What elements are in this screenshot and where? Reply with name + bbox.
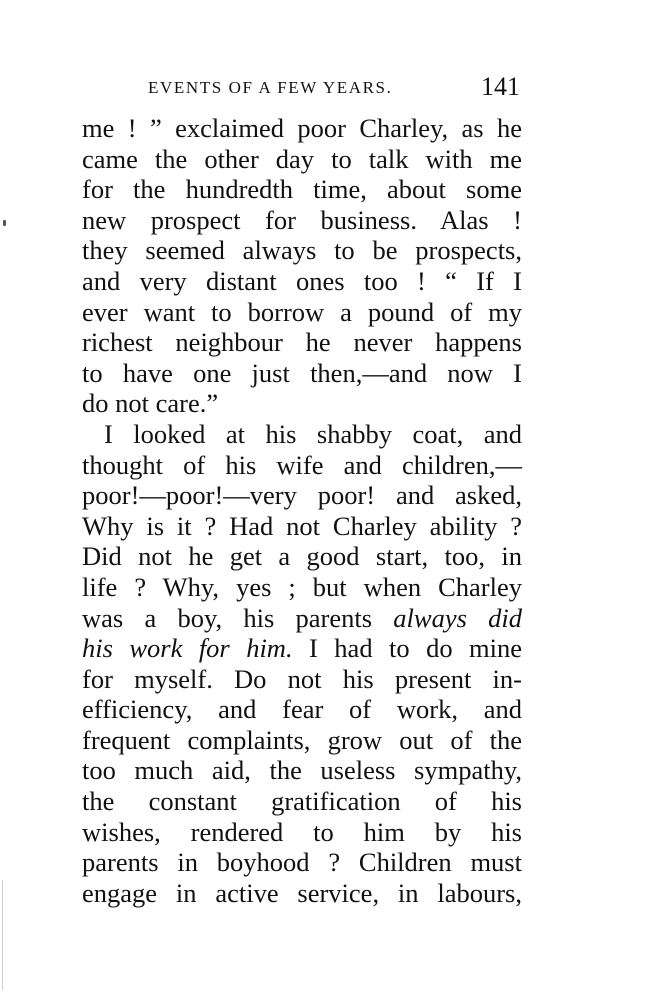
italic-text-run: always did — [393, 602, 523, 633]
text-line: and very distant ones too ! “ If I — [82, 265, 522, 296]
text-line: Did not he get a good start, too, in — [82, 541, 522, 572]
text-line: life ? Why, yes ; but when Charley — [82, 571, 522, 602]
margin-speck — [3, 220, 6, 226]
text-line: frequent complaints, grow out of the — [82, 724, 522, 755]
text-line: ever want to borrow a pound of my — [82, 296, 522, 327]
text-line: poor!—poor!—very poor! and asked, — [82, 480, 522, 511]
text-line: new prospect for business. Alas ! — [82, 204, 522, 235]
text-line-paragraph-start: I looked at his shabby coat, and — [104, 418, 522, 449]
text-line: for myself. Do not his present in- — [82, 663, 522, 694]
text-line: Why is it ? Had not Charley ability ? — [82, 510, 522, 541]
text-line: they seemed always to be prospects, — [82, 235, 522, 266]
text-line: me ! ” exclaimed poor Charley, as he — [82, 113, 522, 143]
italic-text-run: his work for him. — [82, 633, 293, 664]
page-number: 141 — [481, 72, 520, 101]
running-head — [80, 72, 520, 104]
text-line: parents in boyhood ? Children must — [82, 847, 522, 878]
page-edge-shadow — [2, 880, 3, 990]
text-line: wishes, rendered to him by his — [82, 816, 522, 847]
text-line-paragraph-end: do not care.” — [82, 388, 219, 419]
text-line: thought of his wife and children,— — [82, 449, 522, 480]
text-line: richest neighbour he never happens — [82, 327, 522, 358]
text-line: for the hundredth time, about some — [82, 174, 522, 205]
text-run: was a boy, his parents — [82, 602, 373, 633]
text-line: too much aid, the useless sympathy, — [82, 755, 522, 786]
text-line: came the other day to talk with me — [82, 143, 522, 174]
running-title: EVENTS OF A FEW YEARS. — [148, 78, 393, 97]
text-line: engage in active service, in labours, — [82, 877, 522, 908]
text-run: I had to do mine — [309, 633, 523, 664]
text-line: to have one just then,—and now I — [82, 357, 522, 388]
body-text — [82, 113, 522, 908]
text-line: efficiency, and fear of work, and — [82, 694, 522, 725]
text-line-with-italic — [82, 633, 522, 664]
text-line: the constant gratification of his — [82, 786, 522, 817]
text-line-with-italic — [82, 603, 522, 634]
